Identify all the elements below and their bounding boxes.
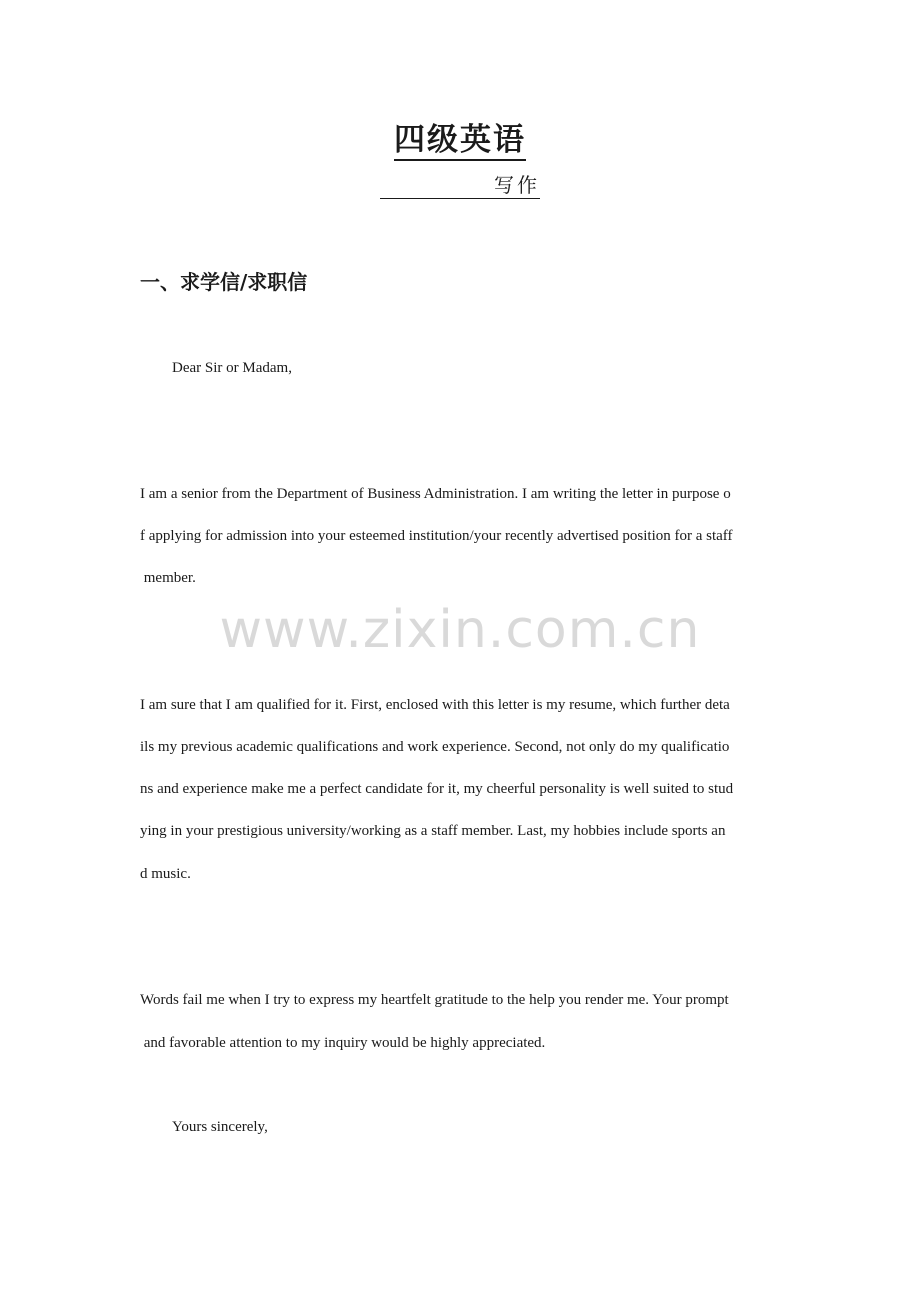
letter-closing: Yours sincerely, <box>172 1119 268 1135</box>
paragraph-3-line-1: Words fail me when I try to express my heartfelt gratitude to the help you render me. Your prompt <box>140 992 729 1008</box>
paragraph-1-line-3: member. <box>140 570 196 586</box>
letter-salutation: Dear Sir or Madam, <box>172 360 292 376</box>
paragraph-1-line-1: I am a senior from the Department of Business Administration. I am writing the letter in purpose o <box>140 486 731 502</box>
paragraph-2-line-5: d music. <box>140 866 191 882</box>
paragraph-2-line-1: I am sure that I am qualified for it. First, enclosed with this letter is my resume, which further deta <box>140 697 730 713</box>
document-title: 四级英语 <box>0 114 920 159</box>
document-subtitle: 写作 <box>380 173 540 199</box>
paragraph-2-line-2: ils my previous academic qualifications and work experience. Second, not only do my qualificatio <box>140 739 730 755</box>
watermark: www.zixin.com.cn <box>219 600 701 660</box>
paragraph-3-line-2: and favorable attention to my inquiry would be highly appreciated. <box>140 1035 546 1051</box>
paragraph-1-line-2: f applying for admission into your esteemed institution/your recently advertised position for a staff <box>140 528 733 544</box>
section-heading: 一、求学信/求职信 <box>140 270 308 294</box>
paragraph-2-line-4: ying in your prestigious university/working as a staff member. Last, my hobbies include sports an <box>140 823 726 839</box>
paragraph-2-line-3: ns and experience make me a perfect candidate for it, my cheerful personality is well suited to stud <box>140 781 734 797</box>
